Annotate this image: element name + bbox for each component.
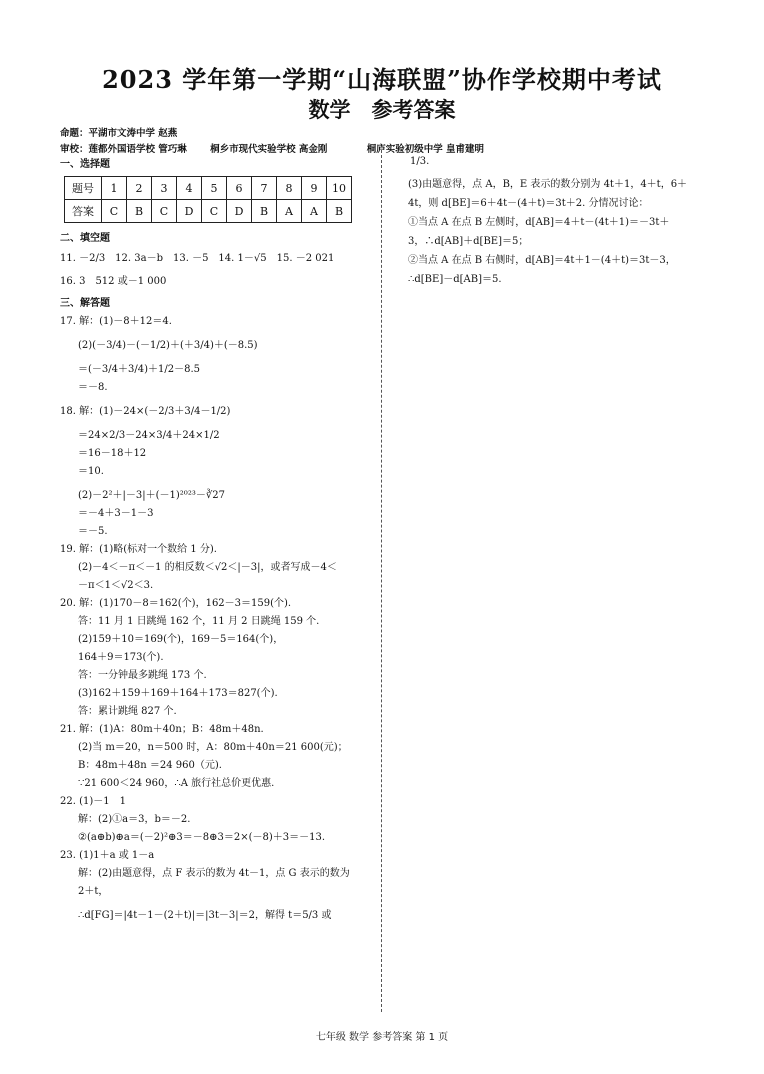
- solution-line: ＝－8.: [78, 382, 108, 393]
- question-number-row: [65, 177, 352, 200]
- solution-line: 2＋t，: [78, 886, 109, 897]
- solution-line: 23. (1)1＋a 或 1－a: [60, 850, 155, 861]
- table-cell: B: [252, 200, 277, 223]
- solution-line: ∵21 600＜24 960，∴A 旅行社总价更优惠.: [78, 778, 275, 789]
- solution-line: 164＋9＝173(个).: [78, 652, 164, 663]
- table-cell: 5: [202, 177, 227, 200]
- column-divider: [381, 150, 382, 1012]
- table-cell: 7: [252, 177, 277, 200]
- table-cell: D: [227, 200, 252, 223]
- solution-line: ＝10.: [78, 466, 104, 477]
- solution-line: B：48m＋48n ＝24 960（元).: [78, 760, 222, 771]
- fill-line-1: 11. －2/3 12. 3a－b 13. －5 14. 1－√5 15. －2 021: [60, 253, 335, 264]
- right-solution-line: (3)由题意得，点 A，B，E 表示的数分别为 4t＋1，4＋t，6＋: [408, 179, 688, 190]
- proposer-line: 命题：平湖市文涛中学 赵燕: [60, 128, 178, 139]
- solution-line: (2)－2²＋|－3|＋(－1)²⁰²³－∛27: [78, 490, 225, 501]
- right-solution-line: ①当点 A 在点 B 左侧时，d[AB]＝4＋t－(4t＋1)＝－3t＋: [408, 217, 670, 228]
- solution-line: 21. 解：(1)A：80m＋40n；B：48m＋48n.: [60, 724, 264, 735]
- right-solution-line: 4t，则 d[BE]＝6＋4t－(4＋t)＝3t＋2. 分情况讨论：: [408, 198, 649, 209]
- solution-line: 18. 解：(1)－24×(－2/3＋3/4－1/2): [60, 406, 231, 417]
- right-solutions-block: [408, 155, 708, 286]
- solution-line: ＝16－18＋12: [78, 448, 147, 459]
- section-1-title: 一、选择题: [60, 159, 110, 170]
- page-title: 2023 学年第一学期“山海联盟”协作学校期中考试: [102, 65, 662, 94]
- row-label: 答案: [65, 200, 102, 223]
- table-cell: 9: [302, 177, 327, 200]
- solution-line: (2)当 m＝20，n＝500 时，A：80m＋40n＝21 600(元)；: [78, 742, 348, 753]
- solution-line: 22. (1)－1 1: [60, 796, 126, 807]
- solution-line: 答：11 月 1 日跳绳 162 个，11 月 2 日跳绳 159 个.: [78, 616, 320, 627]
- solution-line: ＝－5.: [78, 526, 108, 537]
- solution-line: 19. 解：(1)略(标对一个数给 1 分).: [60, 544, 217, 555]
- answer-row: [65, 200, 352, 223]
- table-cell: C: [102, 200, 127, 223]
- reviewer-1: 审校：莲都外国语学校 管巧琳: [60, 144, 187, 155]
- fill-line-2: 16. 3 512 或－1 000: [60, 276, 167, 287]
- table-cell: B: [327, 200, 352, 223]
- solution-line: 解：(2)①a＝3，b＝－2.: [78, 814, 191, 825]
- right-solution-line: 1/3.: [410, 156, 430, 167]
- section-2-title: 二、填空题: [60, 233, 110, 244]
- solution-line: ②(a⊕b)⊕a＝(－2)²⊕3＝－8⊕3＝2×(－8)＋3＝－13.: [78, 832, 326, 843]
- table-cell: A: [302, 200, 327, 223]
- table-cell: D: [177, 200, 202, 223]
- solution-line: (2)(－3/4)－(－1/2)＋(＋3/4)＋(－8.5): [78, 340, 258, 351]
- reviewer-3: 桐庐实验初级中学 皇甫建明: [366, 144, 485, 155]
- table-cell: B: [127, 200, 152, 223]
- table-cell: 6: [227, 177, 252, 200]
- solution-line: (2)159＋10＝169(个)，169－5＝164(个)，: [78, 634, 284, 645]
- right-solution-line: 3，∴d[AB]＋d[BE]＝5；: [408, 236, 529, 247]
- solution-line: 答：累计跳绳 827 个.: [78, 706, 177, 717]
- right-solution-line: ②当点 A 在点 B 右侧时，d[AB]＝4t＋1－(4＋t)＝3t－3，: [408, 255, 676, 266]
- table-cell: 4: [177, 177, 202, 200]
- row-label: 题号: [65, 177, 102, 200]
- table-cell: C: [152, 200, 177, 223]
- reviewer-2: 桐乡市现代实验学校 高金刚: [210, 144, 328, 155]
- solution-line: ＝－4＋3－1－3: [78, 508, 154, 519]
- right-solution-line: ∴d[BE]－d[AB]＝5.: [408, 274, 502, 285]
- solution-line: 17. 解：(1)－8＋12＝4.: [60, 316, 172, 327]
- reviewer-line: [60, 141, 484, 155]
- table-cell: C: [202, 200, 227, 223]
- solution-line: (3)162＋159＋169＋164＋173＝827(个).: [78, 688, 278, 699]
- table-cell: A: [277, 200, 302, 223]
- left-column: [60, 155, 370, 922]
- solution-line: 解：(2)由题意得，点 F 表示的数为 4t－1，点 G 表示的数为: [78, 868, 350, 879]
- solution-line: ∴d[FG]＝|4t－1－(2＋t)|＝|3t－3|＝2，解得 t＝5/3 或: [78, 910, 332, 921]
- right-column: [408, 155, 708, 286]
- solutions-block: [60, 315, 370, 922]
- page-subtitle: 数学 参考答案: [308, 97, 456, 122]
- table-cell: 8: [277, 177, 302, 200]
- solution-line: (2)－4＜－π＜－1 的相反数＜√2＜|－3|，或者写成－4＜: [78, 562, 337, 573]
- table-cell: 3: [152, 177, 177, 200]
- table-cell: 1: [102, 177, 127, 200]
- solution-line: ＝(－3/4＋3/4)＋1/2－8.5: [78, 364, 200, 375]
- solution-line: 答：一分钟最多跳绳 173 个.: [78, 670, 207, 681]
- solution-line: 20. 解：(1)170－8＝162(个)，162－3＝159(个).: [60, 598, 292, 609]
- section-3-title: 三、解答题: [60, 298, 110, 309]
- solution-line: ＝24×2/3－24×3/4＋24×1/2: [78, 430, 220, 441]
- page-footer: 七年级 数学 参考答案 第 1 页: [315, 1032, 449, 1043]
- answer-table: [64, 176, 352, 223]
- solution-line: －π＜1＜√2＜3.: [78, 580, 154, 591]
- table-cell: 10: [327, 177, 352, 200]
- table-cell: 2: [127, 177, 152, 200]
